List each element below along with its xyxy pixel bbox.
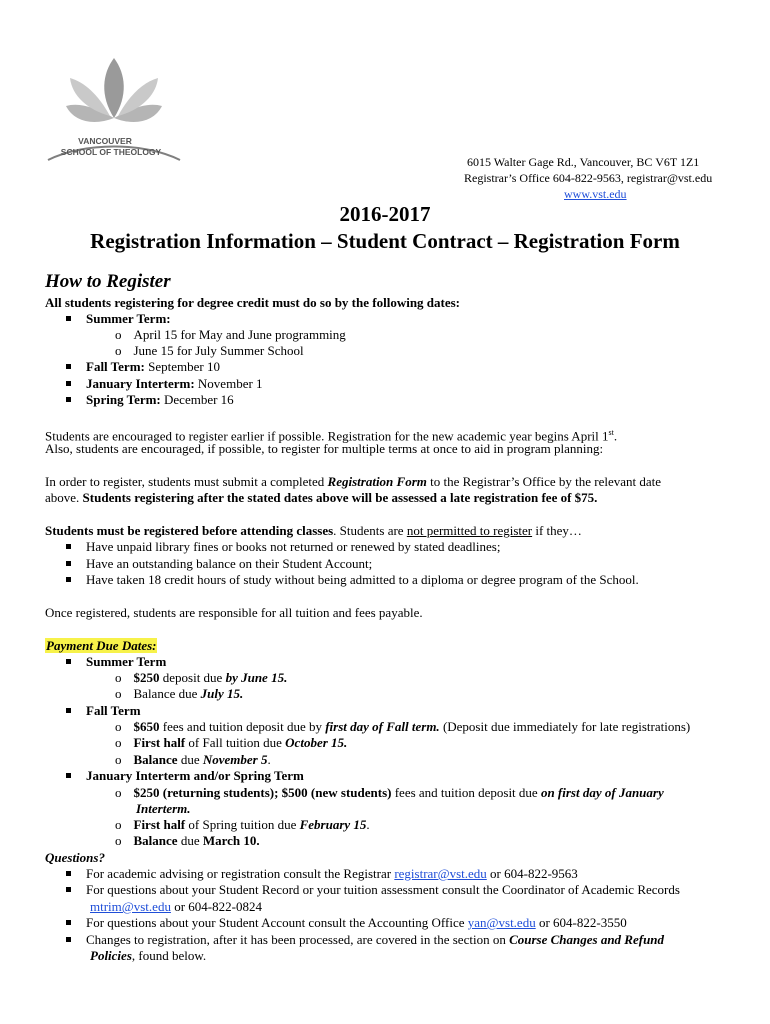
payment-due-heading-text: Payment Due Dates:	[46, 638, 157, 653]
pay-spring-first-half-date: February 15	[299, 817, 367, 832]
para2-text-b: to the Registrar’s Office by the relevant date	[426, 474, 662, 489]
pay-spring-deposit	[115, 785, 664, 801]
pay-spring-balance	[115, 833, 260, 849]
pay-fall-first-half	[115, 735, 347, 751]
square-bullet-icon	[66, 871, 71, 876]
question-item-4-cont	[90, 948, 206, 964]
circle-bullet-icon: o	[115, 670, 122, 685]
square-bullet-icon	[66, 316, 71, 321]
page-title: Registration Information – Student Contract – Registration Form	[90, 229, 680, 253]
payment-due-heading	[45, 638, 157, 654]
pay-spring-deposit-amount: $250 (returning students); $500 (new students)	[133, 785, 392, 800]
para3-bold: Students must be registered before attending classes	[45, 523, 334, 538]
square-bullet-icon	[66, 937, 71, 942]
summer-date-2	[115, 343, 304, 359]
circle-bullet-icon: o	[115, 785, 122, 800]
paragraph-late-fee	[45, 490, 597, 506]
pay-spring-balance-text: due	[177, 833, 203, 848]
january-interterm-date: November 1	[194, 376, 263, 391]
summer-date-1	[115, 327, 346, 343]
pay-spring-first-half-label: First half	[133, 817, 186, 832]
pay-spring-first-half	[115, 817, 370, 833]
website-link[interactable]: www.vst.edu	[564, 187, 627, 201]
questions-heading: Questions?	[45, 850, 105, 865]
circle-bullet-icon: o	[115, 735, 122, 750]
records-email-link[interactable]: mtrim@vst.edu	[90, 899, 171, 914]
registration-form-ref: Registration Form	[327, 474, 427, 489]
pay-fall-first-half-date: October 15.	[285, 735, 348, 750]
accounting-email-link[interactable]: yan@vst.edu	[467, 915, 536, 930]
how-intro: All students registering for degree credit must do so by the following dates:	[45, 295, 461, 310]
question-3-phone: or 604-822-3550	[535, 915, 627, 930]
pay-fall-label: Fall Term	[86, 703, 141, 718]
pay-summer-balance	[115, 686, 243, 702]
summer-date-1-text: April 15 for May and June programming	[133, 327, 346, 342]
square-bullet-icon	[66, 561, 71, 566]
question-2-text: For questions about your Student Record or your tuition assessment consult the Coordinator of Academic Records	[86, 882, 680, 897]
school-logo	[44, 52, 184, 168]
pay-fall-deposit	[115, 719, 690, 735]
pay-summer-balance-text: Balance due	[133, 686, 201, 701]
circle-bullet-icon: o	[115, 817, 122, 832]
pay-summer-deposit	[115, 670, 287, 686]
pay-summer-item	[66, 654, 166, 670]
question-item-1	[66, 866, 578, 882]
how-to-register-heading: How to Register	[45, 271, 171, 292]
pay-fall-deposit-date: first day of Fall term.	[325, 719, 440, 734]
title-year: 2016-2017	[339, 202, 431, 226]
pay-fall-balance-label: Balance	[133, 752, 178, 767]
question-item-4	[66, 932, 664, 948]
restriction-text-1: Have unpaid library fines or books not returned or renewed by stated deadlines;	[86, 539, 501, 554]
pay-spring-balance-label: Balance	[133, 833, 178, 848]
pay-fall-deposit-amount: $650	[133, 719, 160, 734]
pay-spring-deposit-date: on first day of January	[540, 785, 664, 800]
address-street: 6015 Walter Gage Rd., Vancouver, BC V6T 1Z1	[467, 155, 700, 169]
pay-spring-first-half-period: .	[366, 817, 370, 832]
pay-fall-item	[66, 703, 141, 719]
fall-term-item	[66, 359, 220, 375]
pay-spring-deposit-cont: Interterm.	[136, 801, 191, 816]
square-bullet-icon	[66, 577, 71, 582]
circle-bullet-icon: o	[115, 833, 122, 848]
pay-spring-deposit-text: fees and tuition deposit due	[391, 785, 541, 800]
para2-text-a: In order to register, students must submit a completed	[45, 474, 328, 489]
square-bullet-icon	[66, 887, 71, 892]
question-4-end: , found below.	[131, 948, 207, 963]
fall-term-date: September 10	[144, 359, 220, 374]
square-bullet-icon	[66, 773, 71, 778]
pay-summer-label: Summer Term	[86, 654, 167, 669]
paragraph-responsible: Once registered, students are responsible for all tuition and fees payable.	[45, 605, 423, 620]
pay-summer-deposit-amount: $250	[133, 670, 160, 685]
refund-policies-ref-cont: Policies	[90, 948, 132, 963]
para2-text-c: above.	[45, 490, 83, 505]
pay-spring-first-half-text: of Spring tuition due	[185, 817, 300, 832]
restriction-item-2	[66, 556, 372, 572]
square-bullet-icon	[66, 920, 71, 925]
para1-sup: st	[608, 428, 614, 437]
para1-text-b: .	[613, 428, 618, 444]
pay-fall-deposit-text: fees and tuition deposit due by	[159, 719, 326, 734]
square-bullet-icon	[66, 708, 71, 713]
question-2-phone: or 604-822-0824	[170, 899, 262, 914]
pay-fall-deposit-note: (Deposit due immediately for late registrations)	[439, 719, 691, 734]
summer-date-2-text: June 15 for July Summer School	[133, 343, 304, 358]
question-1-phone: or 604-822-9563	[486, 866, 578, 881]
restriction-text-2: Have an outstanding balance on their Student Account;	[86, 556, 373, 571]
pay-fall-first-half-label: First half	[133, 735, 186, 750]
circle-bullet-icon: o	[115, 752, 122, 767]
address-office: Registrar’s Office 604-822-9563, registrar@vst.edu	[464, 171, 713, 185]
pay-fall-balance-period: .	[267, 752, 271, 767]
pay-spring-label: January Interterm and/or Spring Term	[86, 768, 304, 783]
pay-fall-balance-date: November 5	[202, 752, 268, 767]
summer-term-item	[66, 311, 171, 327]
paragraph-multiple-terms: Also, students are encouraged, if possible, to register for multiple terms at once to aid in program planning:	[45, 441, 604, 456]
square-bullet-icon	[66, 397, 71, 402]
summer-term-label: Summer Term:	[86, 311, 171, 326]
pay-fall-first-half-text: of Fall tuition due	[185, 735, 286, 750]
para3-end: if they…	[532, 523, 582, 538]
registrar-email-link[interactable]: registrar@vst.edu	[394, 866, 487, 881]
para3-mid: . Students are	[333, 523, 407, 538]
pay-summer-deposit-date: by June 15.	[225, 670, 288, 685]
square-bullet-icon	[66, 381, 71, 386]
january-interterm-item	[66, 376, 263, 392]
late-fee-notice: Students registering after the stated dates above will be assessed a late registration fee of $75.	[82, 490, 598, 505]
question-1-text: For academic advising or registration consult the Registrar	[86, 866, 395, 881]
circle-bullet-icon: o	[115, 327, 122, 342]
question-item-2	[66, 882, 680, 898]
logo-text-line1: VANCOUVER	[78, 136, 132, 146]
spring-term-label: Spring Term:	[86, 392, 161, 407]
question-3-text: For questions about your Student Account consult the Accounting Office	[86, 915, 468, 930]
question-item-3	[66, 915, 627, 931]
square-bullet-icon	[66, 659, 71, 664]
pay-spring-item	[66, 768, 304, 784]
para3-underline: not permitted to register	[406, 523, 533, 538]
square-bullet-icon	[66, 364, 71, 369]
january-interterm-label: January Interterm:	[86, 376, 195, 391]
circle-bullet-icon: o	[115, 686, 122, 701]
pay-summer-balance-date: July 15.	[200, 686, 244, 701]
refund-policies-ref: Course Changes and Refund	[509, 932, 665, 947]
restriction-item-3	[66, 572, 639, 588]
spring-term-item	[66, 392, 234, 408]
fall-term-label: Fall Term:	[86, 359, 145, 374]
pay-fall-balance-text: due	[177, 752, 203, 767]
question-4-text: Changes to registration, after it has been processed, are covered in the section on	[86, 932, 510, 947]
paragraph-submit-form	[45, 474, 661, 490]
pay-spring-balance-date: March 10.	[202, 833, 260, 848]
spring-term-date: December 16	[160, 392, 234, 407]
restriction-item-1	[66, 539, 500, 555]
circle-bullet-icon: o	[115, 719, 122, 734]
question-item-2-cont	[90, 899, 262, 915]
pay-fall-balance	[115, 752, 271, 768]
restriction-text-3: Have taken 18 credit hours of study without being admitted to a diploma or degree program of the School.	[86, 572, 639, 587]
paragraph-before-classes	[45, 523, 582, 539]
logo-text-line2: SCHOOL OF THEOLOGY	[60, 147, 162, 157]
pay-summer-deposit-text: deposit due	[159, 670, 226, 685]
circle-bullet-icon: o	[115, 343, 122, 358]
square-bullet-icon	[66, 544, 71, 549]
para1-text-a: Students are encouraged to register earlier if possible. Registration for the new academic year begins April 1	[45, 428, 609, 444]
